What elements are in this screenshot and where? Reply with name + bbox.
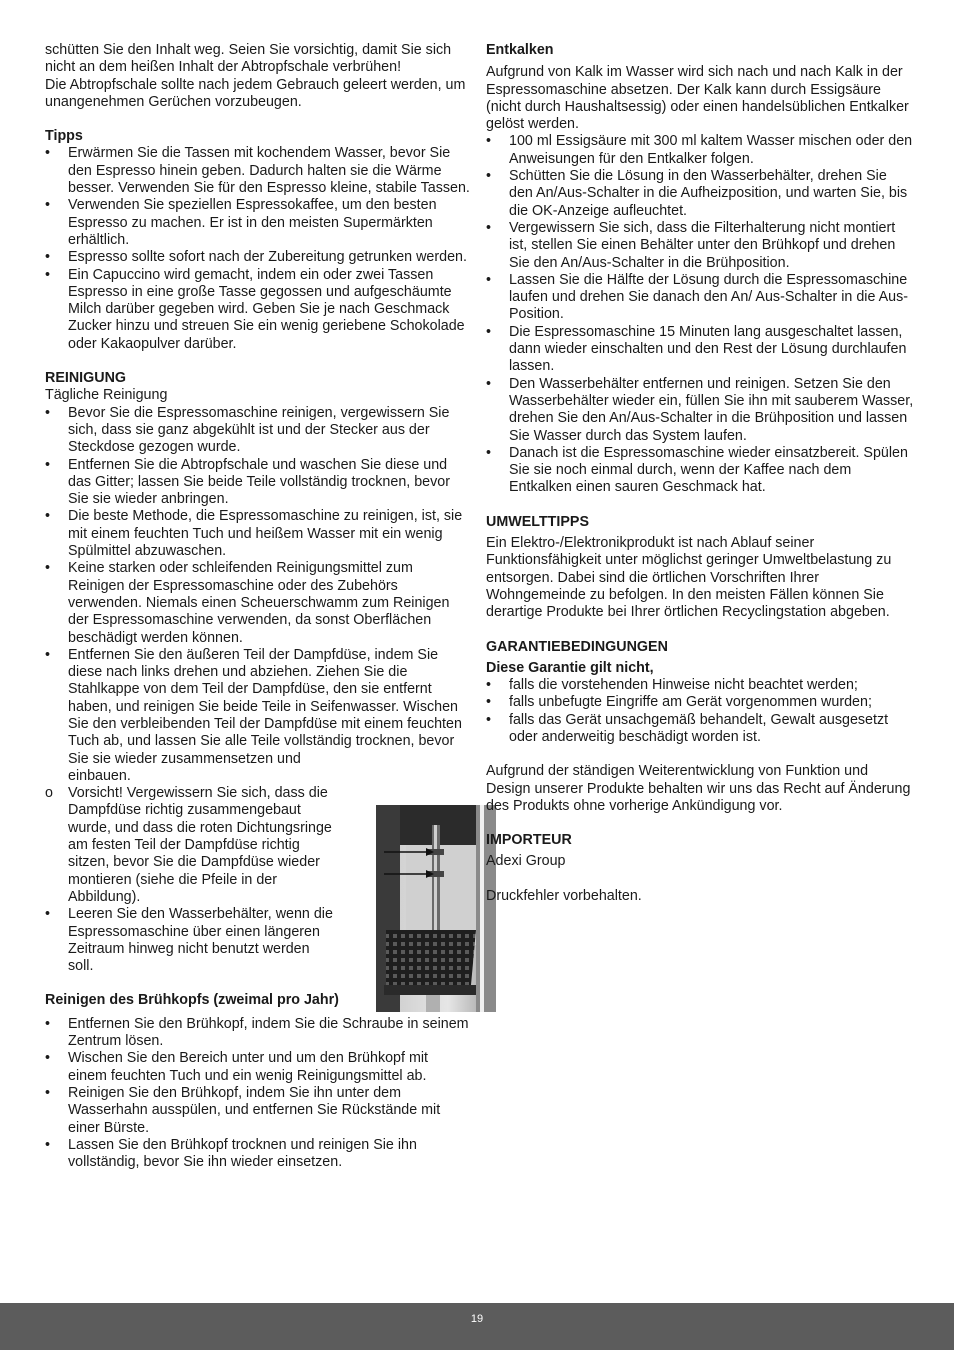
- list-item: • falls die vorstehenden Hinweise nicht beachtet werden;: [486, 677, 858, 694]
- garantie-text: Aufgrund der ständigen Weiterentwicklung von Funktion und Design unserer Produkte behalten wir uns das Recht auf Änderung des Produkts ohne vorherige Ankündigung vor.: [486, 763, 911, 814]
- steam-nozzle-illustration: [376, 805, 496, 1012]
- list-item: • Verwenden Sie speziellen Espressokaffee, um den besten Espresso zu machen. Er ist in den meisten Supermärkten erhältlich.: [45, 197, 437, 248]
- list-item: • 100 ml Essigsäure mit 300 ml kaltem Wasser mischen oder den Anweisungen für den Entkalker folgen.: [486, 133, 913, 167]
- list-item: • Lassen Sie die Hälfte der Lösung durch die Espressomaschine laufen und drehen Sie danach den An/ Aus-Schalter in die Aus-Position.: [486, 271, 909, 323]
- importeur-name: Adexi Group: [486, 853, 566, 870]
- list-item: • Keine starken oder schleifenden Reinigungsmittel zum Reinigen der Espressomaschine oder des Zubehörs verwenden. Niemals einen Scheuerschwamm zum Reinigen der Espressomaschine verwenden, da sonst Oberflächen beschädigt werden können.: [45, 560, 450, 646]
- intro-paragraph-2: Die Abtropfschale sollte nach jedem Gebrauch geleert werden, um unangenehmen Gerüchen vorzubeugen.: [45, 76, 466, 110]
- page-footer: [0, 1303, 954, 1350]
- entkalken-intro: Aufgrund von Kalk im Wasser wird sich nach und nach Kalk in der Espressomaschine absetzen. Der Kalk kann durch Essigsäure (nicht durch Haushaltsessig) oder einen handelsüblichen Entkalker gelöst werden.: [486, 64, 909, 133]
- list-item: • Entfernen Sie den Brühkopf, indem Sie die Schraube in seinem Zentrum lösen.: [45, 1015, 469, 1050]
- reinigung-subheading: Tägliche Reinigung: [45, 387, 168, 404]
- list-item: • Entfernen Sie den äußeren Teil der Dampfdüse, indem Sie diese nach links drehen und abziehen. Ziehen Sie die Stahlkappe von dem Teil der Dampfdüse, den sie entfernt haben, und reinigen Sie beide Teile in Seifenwasser. Wischen Sie den verbleibenden Teil der Dampfdüse mit einem feuchten Tuch ab, und lassen Sie alle Teile vollständig trocknen, bevor Sie sie wieder zusammensetzen und einbauen.: [45, 646, 462, 784]
- bruehkopf-list: [45, 1016, 470, 1172]
- list-item: • Reinigen Sie den Brühkopf, indem Sie ihn unter dem Wasserhahn ausspülen, und entfernen Sie Rückstände mit einer Bürste.: [45, 1084, 441, 1136]
- page-number: 19: [470, 1313, 484, 1325]
- tipps-list: [45, 145, 470, 353]
- list-item: • Vergewissern Sie sich, dass die Filterhalterung nicht montiert ist, stellen Sie einen Behälter unter den Brühkopf und drehen Sie den An/Aus-Schalter in die Brühposition.: [486, 219, 896, 271]
- steam-nozzle-photo: [376, 805, 496, 1012]
- list-item: • Den Wasserbehälter entfernen und reinigen. Setzen Sie den Wasserbehälter wieder ein, füllen Sie ihn mit sauberem Wasser, drehen Sie den An/Aus-Schalter in die Brühposition und lassen Sie Wasser durch das System laufen.: [486, 375, 914, 444]
- entkalken-list: [486, 133, 914, 496]
- importeur-heading: IMPORTEUR: [486, 832, 572, 849]
- list-item: • falls unbefugte Eingriffe am Gerät vorgenommen wurden;: [486, 694, 872, 711]
- list-item: • Wischen Sie den Bereich unter und um den Brühkopf mit einem feuchten Tuch und ein wenig Reinigungsmittel ab.: [45, 1050, 428, 1084]
- disclaimer: Druckfehler vorbehalten.: [486, 887, 642, 904]
- garantie-subheading: Diese Garantie gilt nicht,: [486, 659, 654, 676]
- list-item: • Die Espressomaschine 15 Minuten lang ausgeschaltet lassen, dann wieder einschalten und den Rest der Lösung durchlaufen lassen.: [486, 323, 907, 375]
- intro-paragraph-1: schütten Sie den Inhalt weg. Seien Sie vorsichtig, damit Sie sich nicht an dem heißen Inhalt der Abtropfschale verbrühen!: [45, 42, 452, 76]
- list-item: • Danach ist die Espressomaschine wieder einsatzbereit. Spülen Sie sie noch einmal durch, wenn der Kaffee nach dem Entkalken einen sauren Geschmack hat.: [486, 444, 908, 496]
- list-item: • Die beste Methode, die Espressomaschine zu reinigen, ist, sie mit einem feuchten Tuch und heißem Wasser mit ein wenig Spülmittel abzuwaschen.: [45, 508, 463, 560]
- list-item: • Schütten Sie die Lösung in den Wasserbehälter, drehen Sie den An/Aus-Schalter in die Aufheizposition, und warten Sie, bis die OK-Anzeige aufleuchtet.: [486, 168, 908, 219]
- right-column: [486, 42, 914, 905]
- list-item: • Ein Capuccino wird gemacht, indem ein oder zwei Tassen Espresso in eine große Tasse gegossen und aufgeschäumte Milch darüber gegeben wird. Geben Sie je nach Geschmack Zucker hinzu und streuen Sie ein wenig geriebene Schokolade oder Kakaopulver darüber.: [45, 266, 465, 352]
- garantie-heading: GARANTIEBEDINGUNGEN: [486, 638, 668, 655]
- list-item-continued: Sie sie wieder zusammensetzen und einbauen.: [68, 750, 301, 784]
- list-item: • falls das Gerät unsachgemäß behandelt, Gewalt ausgesetzt oder anderweitig beschädigt worden ist.: [486, 711, 889, 745]
- left-column: [45, 42, 470, 1171]
- list-item: • Espresso sollte sofort nach der Zubereitung getrunken werden.: [45, 249, 467, 266]
- umwelt-heading: UMWELTTIPPS: [486, 513, 589, 530]
- tipps-heading: Tipps: [45, 128, 83, 145]
- list-item: • Bevor Sie die Espressomaschine reinigen, vergewissern Sie sich, dass sie ganz abgekühlt ist und der Stecker aus der Steckdose gezogen wurde.: [45, 404, 450, 456]
- list-item: • Entfernen Sie die Abtropfschale und waschen Sie diese und das Gitter; lassen Sie beide Teile vollständig trocknen, bevor Sie sie wieder anbringen.: [45, 456, 450, 508]
- list-item: • Lassen Sie den Brühkopf trocknen und reinigen Sie ihn vollständig, bevor Sie ihn wieder einsetzen.: [45, 1136, 417, 1171]
- list-item: • Leeren Sie den Wasserbehälter, wenn die Espressomaschine über einen längeren Zeitraum hinweg nicht benutzt werden soll.: [45, 906, 333, 975]
- garantie-list: [486, 677, 914, 746]
- entkalken-heading: Entkalken: [486, 42, 554, 58]
- caution-note: o Vorsicht! Vergewissern Sie sich, dass die Dampfdüse richtig zusammengebaut wurde, und dass die roten Dichtungsringe am festen Teil der Dampfdüse richtig sitzen, bevor Sie die Dampfdüse wieder montieren (siehe die Pfeile in der Abbildung).: [45, 785, 332, 905]
- bruehkopf-heading: Reinigen des Brühkopfs (zweimal pro Jahr): [45, 992, 339, 1009]
- umwelt-text: Ein Elektro-/Elektronikprodukt ist nach Ablauf seiner Funktionsfähigkeit unter möglichst geringer Umweltbelastung zu entsorgen. Dabei sind die örtlichen Vorschriften Ihrer Wohngemeinde zu befolgen. In den meisten Fällen können Sie derartige Produkte bei Ihrer örtlichen Recyclingstation abgeben.: [486, 535, 892, 621]
- list-item: • Erwärmen Sie die Tassen mit kochendem Wasser, bevor Sie den Espresso hinein geben. Dadurch halten sie die Wärme besser. Verwenden Sie für den Espresso kleine, stabile Tassen.: [45, 145, 470, 197]
- reinigung-heading: REINIGUNG: [45, 370, 127, 387]
